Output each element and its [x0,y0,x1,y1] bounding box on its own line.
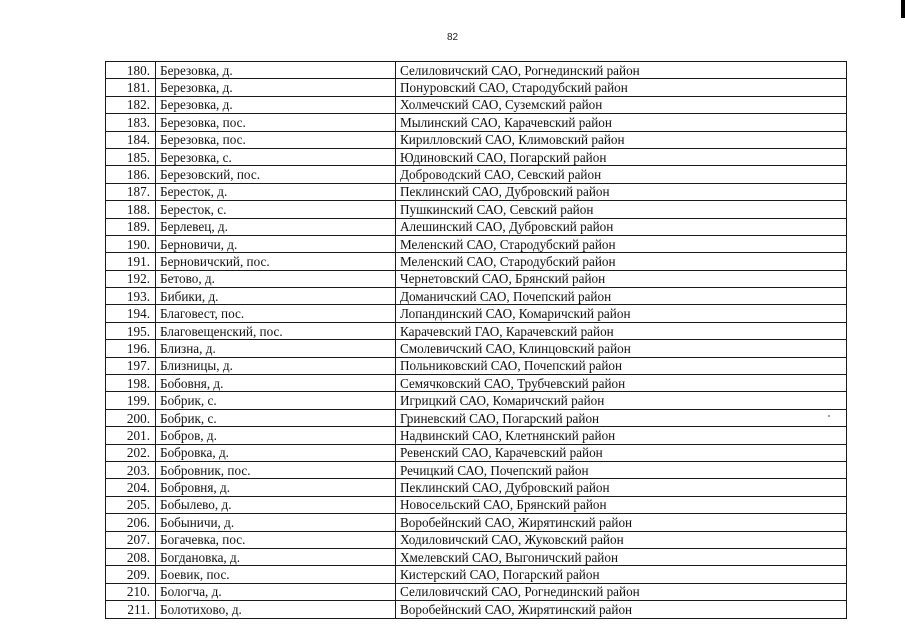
table-row [106,322,847,339]
administration-cell: Юдиновский САО, Погарский район [396,148,847,165]
settlement-name-cell: Березовка, пос. [156,131,396,148]
row-number-cell: 192. [106,270,156,287]
administration-cell: Надвинский САО, Клетнянский район [396,427,847,444]
table-row [106,183,847,200]
administration-cell: Мылинский САО, Карачевский район [396,114,847,131]
table-row [106,62,847,79]
table-row [106,601,847,618]
row-number-cell: 209. [106,566,156,583]
table-row [106,253,847,270]
settlement-name-cell: Бобыничи, д. [156,514,396,531]
row-number-cell: 193. [106,288,156,305]
settlement-name-cell: Богдановка, д. [156,548,396,565]
table-row [106,288,847,305]
table-row [106,235,847,252]
administration-cell: Доброводский САО, Севский район [396,166,847,183]
row-number-cell: 199. [106,392,156,409]
table-row [106,218,847,235]
table-row [106,201,847,218]
scan-speck [828,415,830,417]
administration-cell: Польниковский САО, Почепский район [396,357,847,374]
settlement-name-cell: Бибики, д. [156,288,396,305]
administration-cell: Холмечский САО, Суземский район [396,96,847,113]
table-row [106,131,847,148]
settlement-name-cell: Болотихово, д. [156,601,396,618]
settlement-name-cell: Берновичи, д. [156,235,396,252]
administration-cell: Селиловичский САО, Рогнединский район [396,583,847,600]
settlement-name-cell: Бобровня, д. [156,479,396,496]
row-number-cell: 208. [106,548,156,565]
administration-cell: Воробейнский САО, Жирятинский район [396,514,847,531]
table-row [106,548,847,565]
settlement-name-cell: Бобров, д. [156,427,396,444]
table-row [106,375,847,392]
settlement-name-cell: Берлевец, д. [156,218,396,235]
settlement-name-cell: Бетово, д. [156,270,396,287]
row-number-cell: 181. [106,79,156,96]
administration-cell: Алешинский САО, Дубровский район [396,218,847,235]
table-row [106,479,847,496]
table-row [106,427,847,444]
administration-cell: Понуровский САО, Стародубский район [396,79,847,96]
row-number-cell: 191. [106,253,156,270]
settlement-name-cell: Бересток, д. [156,183,396,200]
administration-cell: Речицкий САО, Почепский район [396,461,847,478]
table-row [106,96,847,113]
table-row [106,566,847,583]
settlement-name-cell: Боевик, пос. [156,566,396,583]
table-row [106,270,847,287]
settlement-name-cell: Бобовня, д. [156,375,396,392]
settlement-name-cell: Берновичский, пос. [156,253,396,270]
table-row [106,409,847,426]
scan-edge-mark [901,0,905,18]
settlement-name-cell: Благовест, пос. [156,305,396,322]
table-row [106,148,847,165]
row-number-cell: 195. [106,322,156,339]
settlement-name-cell: Богачевка, пос. [156,531,396,548]
table-row [106,166,847,183]
row-number-cell: 186. [106,166,156,183]
settlement-name-cell: Березовка, д. [156,62,396,79]
row-number-cell: 194. [106,305,156,322]
settlement-name-cell: Бобровник, пос. [156,461,396,478]
administration-cell: Воробейнский САО, Жирятинский район [396,601,847,618]
row-number-cell: 210. [106,583,156,600]
row-number-cell: 198. [106,375,156,392]
table-row [106,305,847,322]
row-number-cell: 180. [106,62,156,79]
administration-cell: Гриневский САО, Погарский район [396,409,847,426]
administration-cell: Новосельский САО, Брянский район [396,496,847,513]
row-number-cell: 206. [106,514,156,531]
row-number-cell: 204. [106,479,156,496]
administration-cell: Хмелевский САО, Выгоничский район [396,548,847,565]
page-number: 82 [446,32,459,43]
settlement-name-cell: Березовка, д. [156,96,396,113]
table-row [106,514,847,531]
row-number-cell: 197. [106,357,156,374]
row-number-cell: 211. [106,601,156,618]
administration-cell: Пеклинский САО, Дубровский район [396,183,847,200]
settlement-name-cell: Березовка, с. [156,148,396,165]
administration-cell: Меленский САО, Стародубский район [396,253,847,270]
table-row [106,340,847,357]
administration-cell: Чернетовский САО, Брянский район [396,270,847,287]
table-row [106,357,847,374]
settlements-table [105,61,847,619]
administration-cell: Селиловичский САО, Рогнединский район [396,62,847,79]
row-number-cell: 200. [106,409,156,426]
settlement-name-cell: Близницы, д. [156,357,396,374]
row-number-cell: 205. [106,496,156,513]
row-number-cell: 183. [106,114,156,131]
administration-cell: Кистерский САО, Погарский район [396,566,847,583]
settlement-name-cell: Бобрик, с. [156,409,396,426]
administration-cell: Пушкинский САО, Севский район [396,201,847,218]
administration-cell: Лопандинский САО, Комаричский район [396,305,847,322]
table-row [106,583,847,600]
row-number-cell: 190. [106,235,156,252]
row-number-cell: 182. [106,96,156,113]
administration-cell: Игрицкий САО, Комаричский район [396,392,847,409]
table-row [106,496,847,513]
settlement-name-cell: Бересток, с. [156,201,396,218]
settlement-name-cell: Березовка, д. [156,79,396,96]
settlement-name-cell: Бологча, д. [156,583,396,600]
settlement-name-cell: Благовещенский, пос. [156,322,396,339]
administration-cell: Ходиловичский САО, Жуковский район [396,531,847,548]
row-number-cell: 196. [106,340,156,357]
administration-cell: Меленский САО, Стародубский район [396,235,847,252]
settlement-name-cell: Бобровка, д. [156,444,396,461]
settlement-name-cell: Березовский, пос. [156,166,396,183]
settlement-name-cell: Близна, д. [156,340,396,357]
table-row [106,114,847,131]
row-number-cell: 189. [106,218,156,235]
settlement-name-cell: Бобылево, д. [156,496,396,513]
administration-cell: Карачевский ГАО, Карачевский район [396,322,847,339]
row-number-cell: 184. [106,131,156,148]
administration-cell: Пеклинский САО, Дубровский район [396,479,847,496]
row-number-cell: 201. [106,427,156,444]
administration-cell: Кирилловский САО, Климовский район [396,131,847,148]
table-row [106,461,847,478]
table-row [106,531,847,548]
row-number-cell: 202. [106,444,156,461]
settlements-table-body [106,62,847,619]
row-number-cell: 203. [106,461,156,478]
administration-cell: Смолевичский САО, Клинцовский район [396,340,847,357]
table-row [106,444,847,461]
administration-cell: Семячковский САО, Трубчевский район [396,375,847,392]
table-row [106,79,847,96]
administration-cell: Ревенский САО, Карачевский район [396,444,847,461]
row-number-cell: 185. [106,148,156,165]
settlement-name-cell: Бобрик, с. [156,392,396,409]
row-number-cell: 187. [106,183,156,200]
settlement-name-cell: Березовка, пос. [156,114,396,131]
row-number-cell: 188. [106,201,156,218]
administration-cell: Доманичский САО, Почепский район [396,288,847,305]
row-number-cell: 207. [106,531,156,548]
table-row [106,392,847,409]
